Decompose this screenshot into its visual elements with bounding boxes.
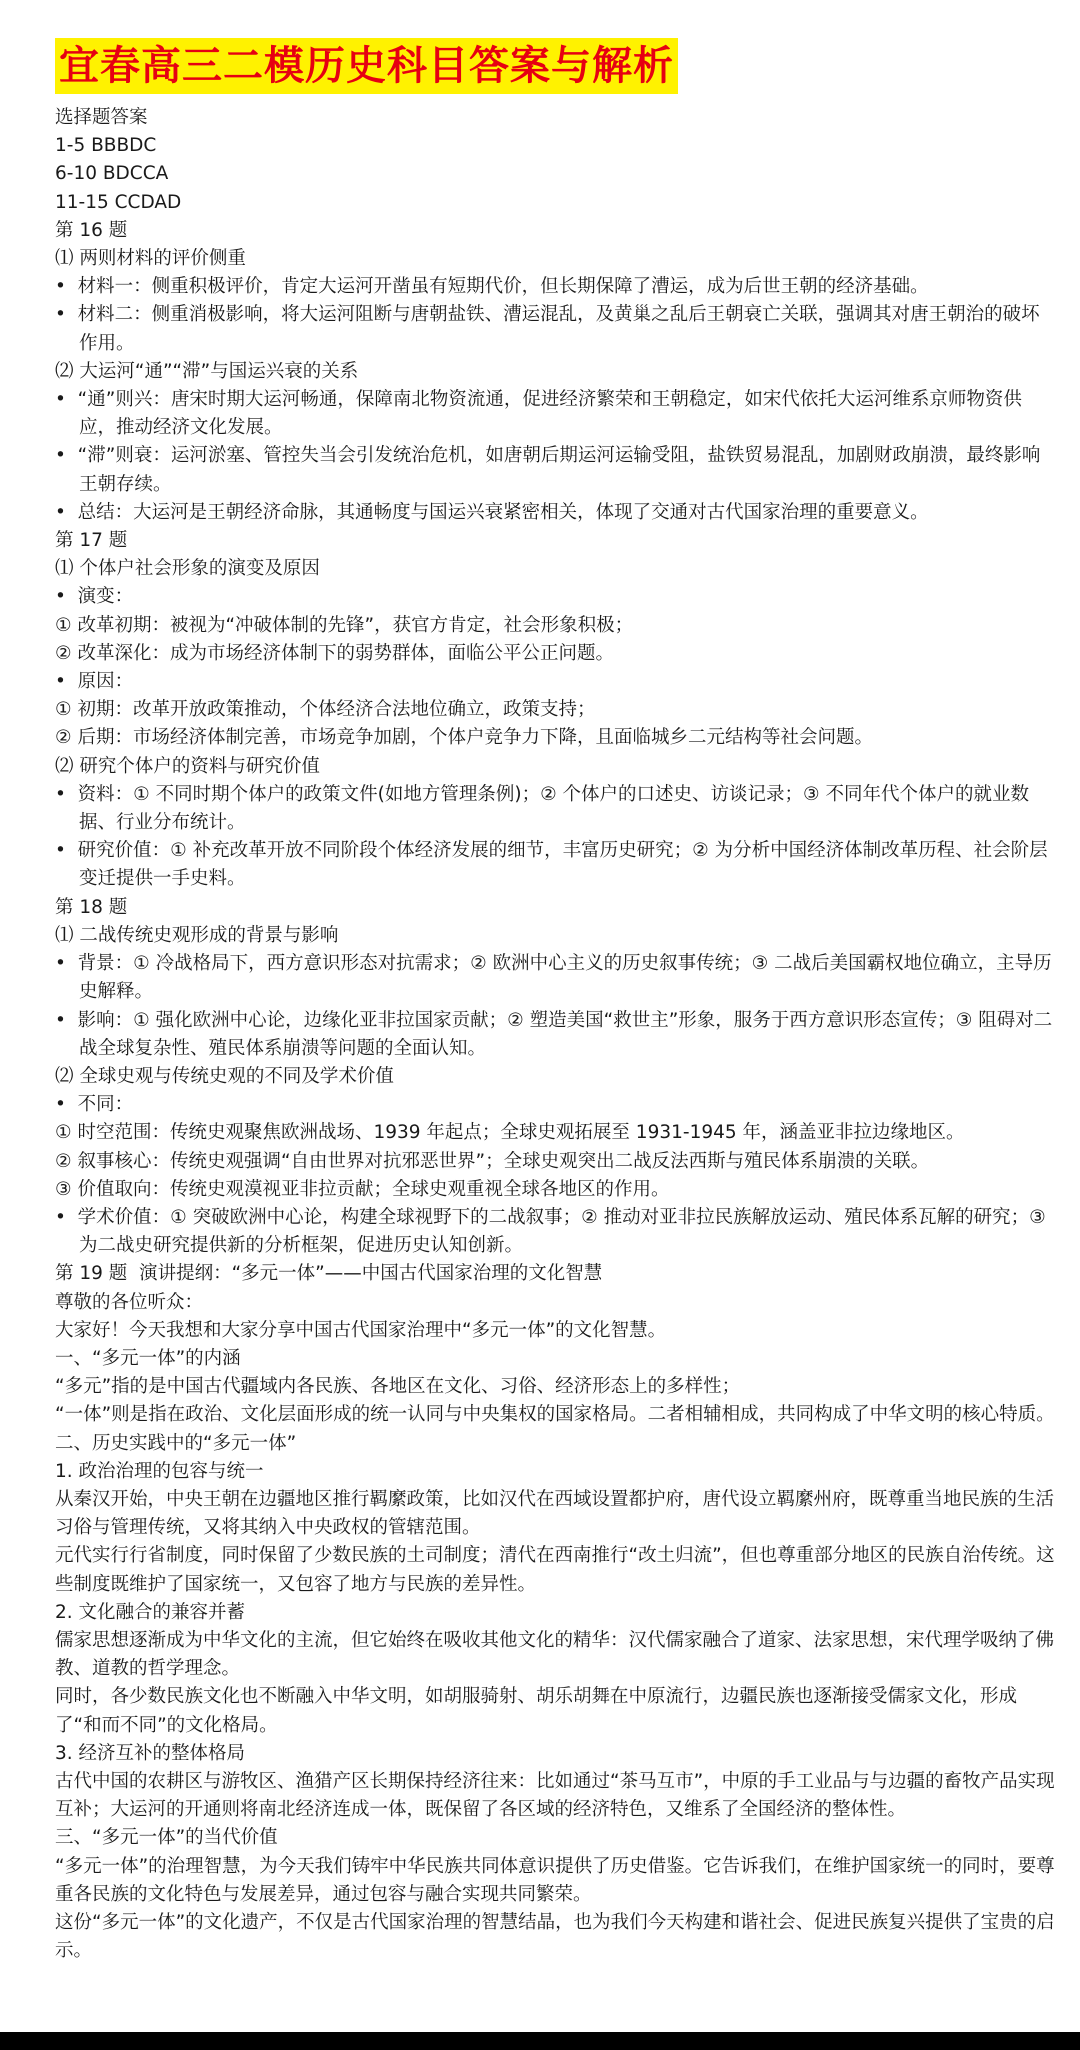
text-line: • 资料：① 不同时期个体户的政策文件(如地方管理条例)；② 个体户的口述史、访谈记录；③ 不同年代个体户的就业数据、行业分布统计。 bbox=[55, 783, 1030, 834]
document-title: 宜春高三二模历史科目答案与解析 bbox=[55, 38, 678, 94]
text-line: “多元一体”的治理智慧，为今天我们铸牢中华民族共同体意识提供了历史借鉴。它告诉我们，在维护国家统一的同时，要尊重各民族的文化特色与发展差异，通过包容与融合实现共同繁荣。 bbox=[55, 1855, 1055, 1905]
text-line: ② 改革深化：成为市场经济体制下的弱势群体，面临公平公正问题。 bbox=[55, 642, 614, 664]
document-body bbox=[55, 104, 1055, 1965]
text-line: 第 17 题 bbox=[55, 530, 128, 552]
text-line: 2. 文化融合的兼容并蓄 bbox=[55, 1601, 246, 1623]
text-line: 元代实行行省制度，同时保留了少数民族的土司制度；清代在西南推行“改土归流”，但也尊重部分地区的民族自治传统。这些制度既维护了国家统一，又包容了地方与民族的差异性。 bbox=[55, 1545, 1055, 1595]
text-line: 从秦汉开始，中央王朝在边疆地区推行羁縻政策，比如汉代在西域设置都护府，唐代设立羁縻州府，既尊重当地民族的生活习俗与管理传统，又将其纳入中央政权的管辖范围。 bbox=[55, 1488, 1055, 1539]
text-line: • “滞”则衰：运河淤塞、管控失当会引发统治危机，如唐朝后期运河运输受阻，盐铁贸易混乱，加剧财政崩溃，最终影响王朝存续。 bbox=[55, 445, 1041, 495]
text-line: ① 时空范围：传统史观聚焦欧洲战场、1939 年起点；全球史观拓展至 1931-1945 年，涵盖亚非拉边缘地区。 bbox=[55, 1122, 965, 1144]
text-line: 大家好！今天我想和大家分享中国古代国家治理中“多元一体”的文化智慧。 bbox=[55, 1319, 667, 1341]
text-line: 第 19 题 演讲提纲：“多元一体”——中国古代国家治理的文化智慧 bbox=[55, 1263, 603, 1285]
text-line: 选择题答案 bbox=[55, 107, 148, 128]
text-line: 儒家思想逐渐成为中华文化的主流，但它始终在吸收其他文化的精华：汉代儒家融合了道家、法家思想，宋代理学吸纳了佛教、道教的哲学理念。 bbox=[55, 1629, 1055, 1680]
text-line: 1-5 BBBDC bbox=[55, 135, 157, 157]
text-line: 1. 政治治理的包容与统一 bbox=[55, 1460, 264, 1482]
text-line: ① 改革初期：被视为“冲破体制的先锋”，获官方肯定，社会形象积极； bbox=[55, 614, 634, 636]
text-line: ① 初期：改革开放政策推动，个体经济合法地位确立，政策支持； bbox=[55, 699, 596, 721]
text-line: ⑵ 大运河“通”“滞”与国运兴衰的关系 bbox=[55, 360, 359, 382]
text-line: ⑴ 个体户社会形象的演变及原因 bbox=[55, 558, 320, 580]
title-block bbox=[55, 38, 1055, 100]
text-line: • 原因： bbox=[55, 671, 134, 693]
text-line: 这份“多元一体”的文化遗产，不仅是古代国家治理的智慧结晶，也为我们今天构建和谐社会、促进民族复兴提供了宝贵的启示。 bbox=[55, 1912, 1055, 1962]
text-line: • 总结：大运河是王朝经济命脉，其通畅度与国运兴衰紧密相关，体现了交通对古代国家治理的重要意义。 bbox=[55, 501, 929, 523]
text-line: ⑵ 全球史观与传统史观的不同及学术价值 bbox=[55, 1065, 394, 1087]
text-line: ③ 价值取向：传统史观漠视亚非拉贡献；全球史观重视全球各地区的作用。 bbox=[55, 1178, 670, 1200]
text-line: • 研究价值：① 补充改革开放不同阶段个体经济发展的细节，丰富历史研究；② 为分析中国经济体制改革历程、社会阶层变迁提供一手史料。 bbox=[55, 840, 1048, 890]
text-line: • “通”则兴：唐宋时期大运河畅通，保障南北物资流通，促进经济繁荣和王朝稳定，如宋代依托大运河维系京师物资供应，推动经济文化发展。 bbox=[55, 389, 1022, 439]
text-line: ② 后期：市场经济体制完善，市场竞争加剧，个体户竞争力下降，且面临城乡二元结构等社会问题。 bbox=[55, 727, 873, 749]
text-line: • 背景：① 冷战格局下，西方意识形态对抗需求；② 欧洲中心主义的历史叙事传统；③ 二战后美国霸权地位确立，主导历史解释。 bbox=[55, 953, 1052, 1003]
text-line: ⑴ 两则材料的评价侧重 bbox=[55, 248, 246, 270]
text-line: • 不同： bbox=[55, 1094, 134, 1116]
text-line: 尊敬的各位听众： bbox=[55, 1291, 204, 1313]
text-line: 11-15 CCDAD bbox=[55, 191, 182, 213]
text-line: ② 叙事核心：传统史观强调“自由世界对抗邪恶世界”；全球史观突出二战反法西斯与殖民体系崩溃的关联。 bbox=[55, 1150, 930, 1172]
text-line: 一、“多元一体”的内涵 bbox=[55, 1347, 241, 1369]
text-line: 6-10 BDCCA bbox=[55, 163, 169, 185]
text-line: • 影响：① 强化欧洲中心论，边缘化亚非拉国家贡献；② 塑造美国“救世主”形象，服务于西方意识形态宣传；③ 阻碍对二战全球复杂性、殖民体系崩溃等问题的全面认知。 bbox=[55, 1009, 1053, 1059]
text-line: 二、历史实践中的“多元一体” bbox=[55, 1432, 297, 1454]
text-line: 同时，各少数民族文化也不断融入中华文明，如胡服骑射、胡乐胡舞在中原流行，边疆民族也逐渐接受儒家文化，形成了“和而不同”的文化格局。 bbox=[55, 1686, 1018, 1736]
text-line: ⑴ 二战传统史观形成的背景与影响 bbox=[55, 924, 339, 946]
answer-document bbox=[55, 38, 1055, 1965]
text-line: • 材料一：侧重积极评价，肯定大运河开凿虽有短期代价，但长期保障了漕运，成为后世王朝的经济基础。 bbox=[55, 276, 929, 298]
text-line: • 演变： bbox=[55, 586, 134, 608]
text-line: 3. 经济互补的整体格局 bbox=[55, 1742, 246, 1764]
text-line: 古代中国的农耕区与游牧区、渔猎产区长期保持经济往来：比如通过“茶马互市”，中原的手工业品与与边疆的畜牧产品实现互补；大运河的开通则将南北经济连成一体，既保留了各区域的经济特色，又维系了全国经济的整体性。 bbox=[55, 1770, 1055, 1821]
text-line: ⑵ 研究个体户的资料与研究价值 bbox=[55, 755, 320, 777]
text-line: 第 16 题 bbox=[55, 219, 128, 241]
bottom-bar bbox=[0, 2032, 1080, 2050]
text-line: • 材料二：侧重消极影响，将大运河阻断与唐朝盐铁、漕运混乱，及黄巢之乱后王朝衰亡关联，强调其对唐王朝治的破坏作用。 bbox=[55, 304, 1040, 354]
text-line: 三、“多元一体”的当代价值 bbox=[55, 1827, 278, 1849]
text-line: “多元”指的是中国古代疆域内各民族、各地区在文化、习俗、经济形态上的多样性； bbox=[55, 1376, 741, 1398]
text-line: 第 18 题 bbox=[55, 896, 128, 918]
text-line: “一体”则是指在政治、文化层面形成的统一认同与中央集权的国家格局。二者相辅相成，共同构成了中华文明的核心特质。 bbox=[55, 1404, 1055, 1426]
text-line: • 学术价值：① 突破欧洲中心论，构建全球视野下的二战叙事；② 推动对亚非拉民族解放运动、殖民体系瓦解的研究；③ 为二战史研究提供新的分析框架，促进历史认知创新。 bbox=[55, 1206, 1052, 1257]
